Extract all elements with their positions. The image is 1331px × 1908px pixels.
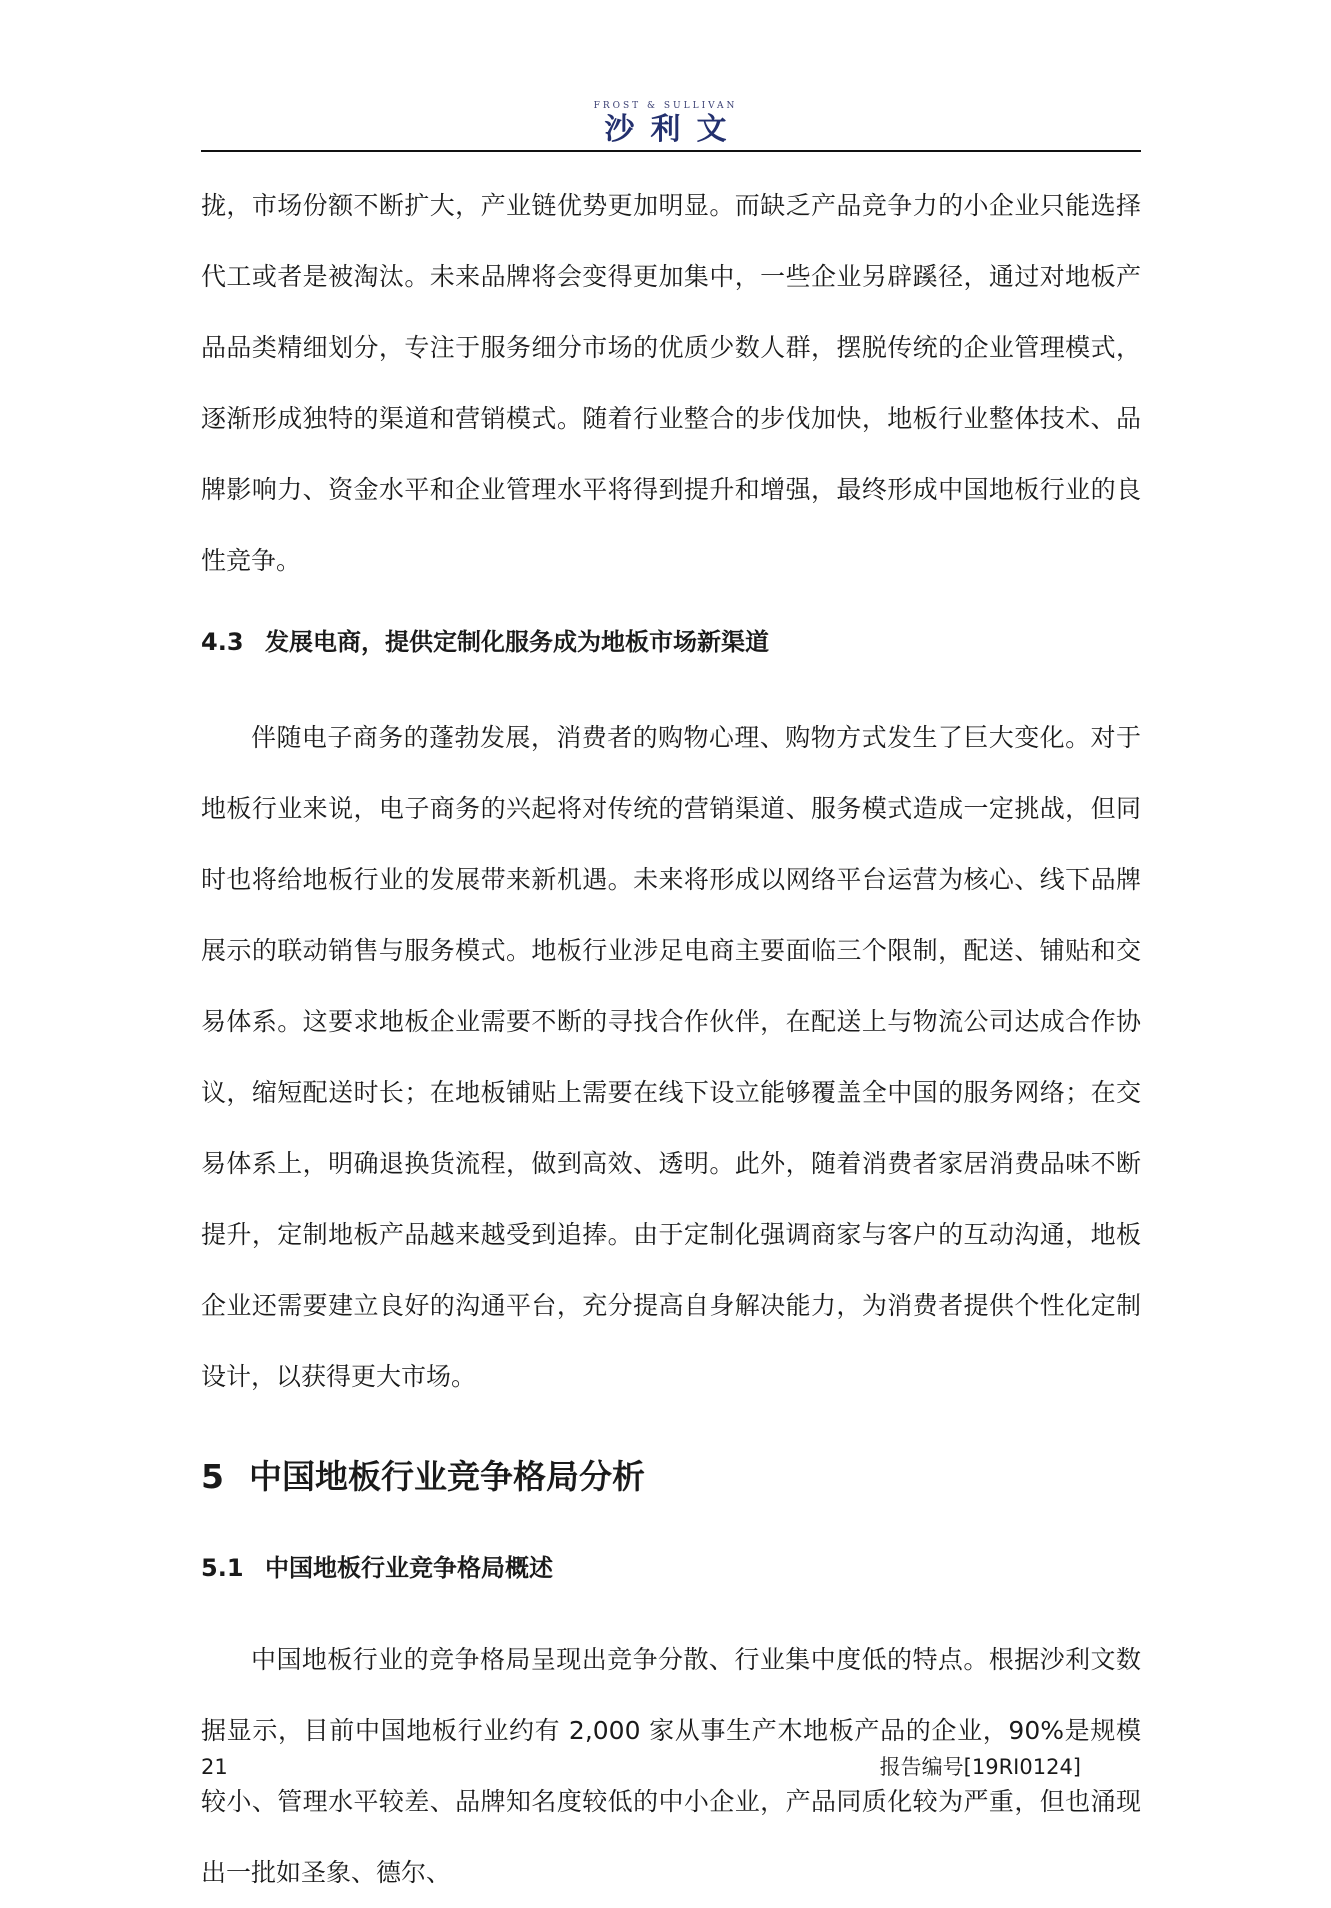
logo-chinese-text: 沙利文 [604, 112, 743, 147]
logo-english-text: FROST & SULLIVAN [593, 101, 738, 111]
section-4-3-title: 发展电商，提供定制化服务成为地板市场新渠道 [265, 628, 769, 656]
frost-sullivan-logo [0, 100, 1331, 148]
section-4-3-number: 4.3 [201, 628, 244, 656]
page-content [201, 170, 1141, 1908]
report-id: 报告编号[19RI0124] [879, 1755, 1081, 1779]
section-5-title: 中国地板行业竞争格局分析 [249, 1457, 645, 1496]
header-divider [201, 150, 1141, 152]
section-5-1-heading [201, 1548, 1141, 1588]
section-5-1-title: 中国地板行业竞争格局概述 [265, 1554, 553, 1582]
section-4-3-heading [201, 622, 1141, 662]
section-5-1-paragraph: 中国地板行业的竞争格局呈现出竞争分散、行业集中度低的特点。根据沙利文数据显示，目前中国地板行业约有 2,000 家从事生产木地板产品的企业，90%是规模较小、管理水平较差、品牌知名度较低的中小企业，产品同质化较为严重，但也涌现出一批如圣象、德尔、 [201, 1645, 1141, 1887]
page-number: 21 [201, 1755, 228, 1779]
section-4-3-paragraph: 伴随电子商务的蓬勃发展，消费者的购物心理、购物方式发生了巨大变化。对于地板行业来说，电子商务的兴起将对传统的营销渠道、服务模式造成一定挑战，但同时也将给地板行业的发展带来新机遇。未来将形成以网络平台运营为核心、线下品牌展示的联动销售与服务模式。地板行业涉足电商主要面临三个限制，配送、铺贴和交易体系。这要求地板企业需要不断的寻找合作伙伴，在配送上与物流公司达成合作协议，缩短配送时长；在地板铺贴上需要在线下设立能够覆盖全中国的服务网络；在交易体系上，明确退换货流程，做到高效、透明。此外，随着消费者家居消费品味不断提升，定制地板产品越来越受到追捧。由于定制化强调商家与客户的互动沟通，地板企业还需要建立良好的沟通平台，充分提高自身解决能力，为消费者提供个性化定制设计，以获得更大市场。 [201, 723, 1141, 1391]
section-5-number: 5 [201, 1457, 224, 1496]
section-4-2-continuation-paragraph: 拢，市场份额不断扩大，产业链优势更加明显。而缺乏产品竞争力的小企业只能选择代工或者是被淘汰。未来品牌将会变得更加集中，一些企业另辟蹊径，通过对地板产品品类精细划分，专注于服务细分市场的优质少数人群，摆脱传统的企业管理模式，逐渐形成独特的渠道和营销模式。随着行业整合的步伐加快，地板行业整体技术、品牌影响力、资金水平和企业管理水平将得到提升和增强，最终形成中国地板行业的良性竞争。 [201, 191, 1141, 575]
section-5-heading [201, 1452, 1141, 1502]
section-5-1-number: 5.1 [201, 1554, 244, 1582]
